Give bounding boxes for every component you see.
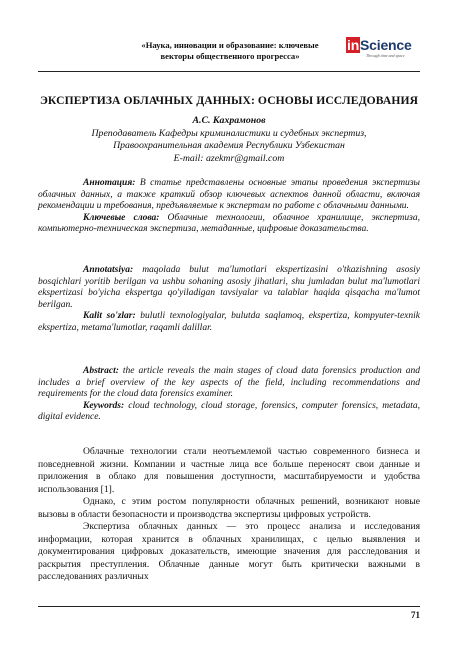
logo-tagline: Through time and space	[366, 53, 405, 58]
logo-in: in	[347, 37, 360, 53]
abstract-uz	[38, 265, 420, 335]
journal-title-line2: векторы общественного прогресса»	[160, 51, 300, 61]
abstract-ru-label: Аннотация:	[83, 178, 136, 188]
abstract-ru	[38, 178, 420, 236]
inscience-logo	[346, 37, 418, 67]
author-affiliation-line1: Преподаватель Кафедры криминалистики и судебных экспертиз,	[91, 127, 367, 139]
keywords-en-label: Keywords:	[83, 400, 125, 411]
page-number: 71	[411, 610, 420, 620]
journal-title-line1: «Наука, инновации и образование: ключевые	[141, 40, 319, 50]
author-affiliation-line2: Правоохранительная академия Республики Узбекистан	[113, 140, 345, 151]
author-block	[38, 115, 420, 165]
footer-divider	[38, 606, 420, 607]
abstract-en-text: the article reveals the main stages of cloud data forensics production and includes a brief overview of the key aspects of the field, including recommendations and requirements for the cloud data forensics examiner.	[38, 366, 420, 400]
body-paragraph-1: Облачные технологии стали неотъемлемой частью современного бизнеса и повседневной жизни. Компании и частные лица все больше переносят свои данные и приложения в облако для повышения доступности, масштабируемости и удобства использования [1].	[38, 446, 420, 495]
keywords-uz-label: Kalit so'zlar:	[83, 311, 136, 322]
keywords-ru-label: Ключевые слова:	[83, 212, 160, 223]
keywords-en-text: cloud technology, cloud storage, forensics, computer forensics, metadata, digital evidence.	[38, 400, 420, 423]
author-name: А.С. Кахрамонов	[192, 115, 266, 126]
article-body	[38, 446, 420, 584]
article-title: ЭКСПЕРТИЗА ОБЛАЧНЫХ ДАННЫХ: ОСНОВЫ ИССЛЕДОВАНИЯ	[39, 94, 419, 107]
keywords-uz-text: bulutli texnologiyalar, bulutda saqlamoq, ekspertiza, kompyuter-texnik ekspertiza, metama'lumotlar, raqamli dalillar.	[38, 311, 420, 333]
body-paragraph-3: Экспертиза облачных данных — это процесс анализа и исследования информации, которая хранится в облачных хранилищах, с целью выявления и документирования цифровых доказательств, имеющие значения для расследования и раскрытия преступления. Облачные данные могут быть критически важными в расследованиях различных	[38, 521, 420, 582]
abstract-uz-label: Annotatsiya:	[83, 265, 134, 275]
body-paragraph-2: Однако, с этим ростом популярности облачных решений, возникают новые вызовы в области безопасности и производства экспертизы цифровых устройств.	[38, 496, 420, 520]
logo-science: Science	[360, 37, 412, 53]
header-divider	[38, 71, 420, 72]
keywords-ru-text: Облачные технологии, облачное хранилище, экспертиза, компьютерно-техническая экспертиза, метаданные, цифровые доказательства.	[38, 212, 420, 235]
journal-header	[100, 40, 360, 62]
abstract-en	[38, 366, 420, 424]
abstract-uz-text: maqolada bulut ma'lumotlari ekspertizasini o'tkazishning asosiy bosqichlari yoritib berilgan va ushbu sohaning asosiy jihatlari, shu jumladan bulut ma'lumotlari ekspertizasi bo'yicha ekspertga qo'yiladigan tavsiyalar va talablar haqida qisqacha ma'lumot berilgan.	[38, 265, 420, 310]
abstract-en-label: Abstract:	[83, 366, 119, 376]
author-email: E-mail: azekmr@gmail.com	[173, 152, 285, 164]
abstract-ru-text: В статье представлены основные этапы проведения экспертизы облачных данных, а также краткий обзор ключевых аспектов данной области, включая рекомендации и требования, предъявляемые к экспертам по работе с облачными данными.	[38, 178, 420, 212]
